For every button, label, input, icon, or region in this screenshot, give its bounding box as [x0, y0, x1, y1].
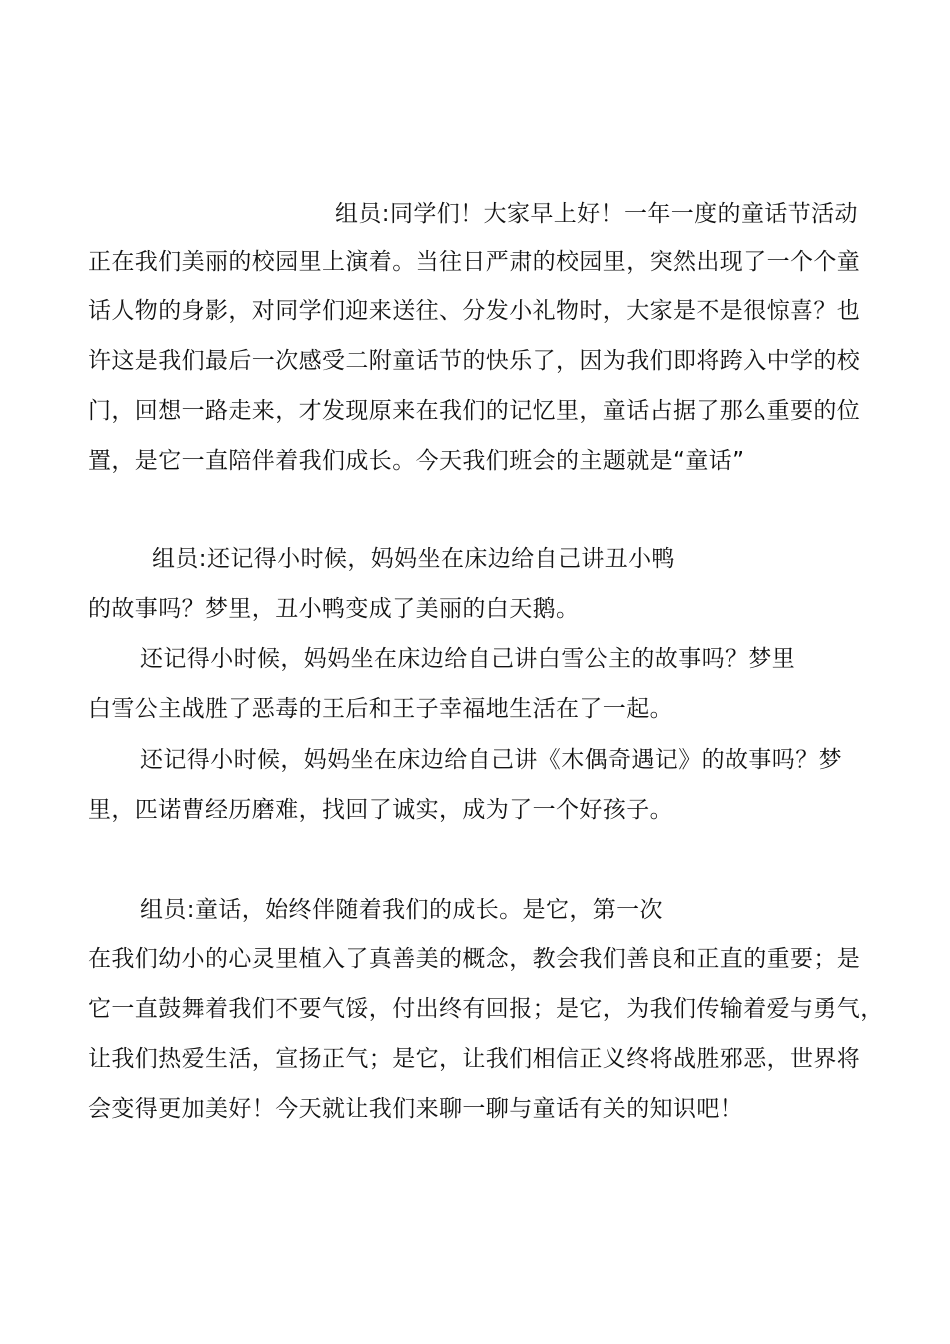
text-line: 组员:还记得小时候，妈妈坐在床边给自己讲丑小鸭 [152, 546, 675, 572]
text-line: 话人物的身影，对同学们迎来送往、分发小礼物时，大家是不是很惊喜？也 [88, 298, 861, 324]
text-line: 门，回想一路走来，才发现原来在我们的记忆里，童话占据了那么重要的位 [88, 398, 861, 424]
text-line: 组员:同学们！大家早上好！一年一度的童话节活动 [335, 201, 858, 227]
text-line: 会变得更加美好！今天就让我们来聊一聊与童话有关的知识吧！ [88, 1096, 744, 1122]
text-line: 正在我们美丽的校园里上演着。当往日严肃的校园里，突然出现了一个个童 [88, 249, 861, 275]
text-line: 它一直鼓舞着我们不要气馁，付出终有回报；是它，为我们传输着爱与勇气， [88, 996, 884, 1022]
text-line: 组员:童话，始终伴随着我们的成长。是它，第一次 [140, 897, 663, 923]
text-line: 里，匹诺曹经历磨难，找回了诚实，成为了一个好孩子。 [88, 797, 673, 823]
text-line: 许这是我们最后一次感受二附童话节的快乐了，因为我们即将跨入中学的校 [88, 348, 861, 374]
text-line: 在我们幼小的心灵里植入了真善美的概念，教会我们善良和正直的重要；是 [88, 946, 861, 972]
text-line: 白雪公主战胜了恶毒的王后和王子幸福地生活在了一起。 [88, 696, 673, 722]
text-line: 的故事吗？梦里，丑小鸭变成了美丽的白天鹅。 [88, 596, 580, 622]
text-line: 还记得小时候，妈妈坐在床边给自己讲白雪公主的故事吗？梦里 [140, 646, 796, 672]
text-line: 还记得小时候，妈妈坐在床边给自己讲《木偶奇遇记》的故事吗？梦 [140, 747, 842, 773]
text-line: 置，是它一直陪伴着我们成长。今天我们班会的主题就是“童话” [88, 448, 745, 474]
text-line: 让我们热爱生活，宣扬正气；是它，让我们相信正义终将战胜邪恶，世界将 [88, 1046, 861, 1072]
